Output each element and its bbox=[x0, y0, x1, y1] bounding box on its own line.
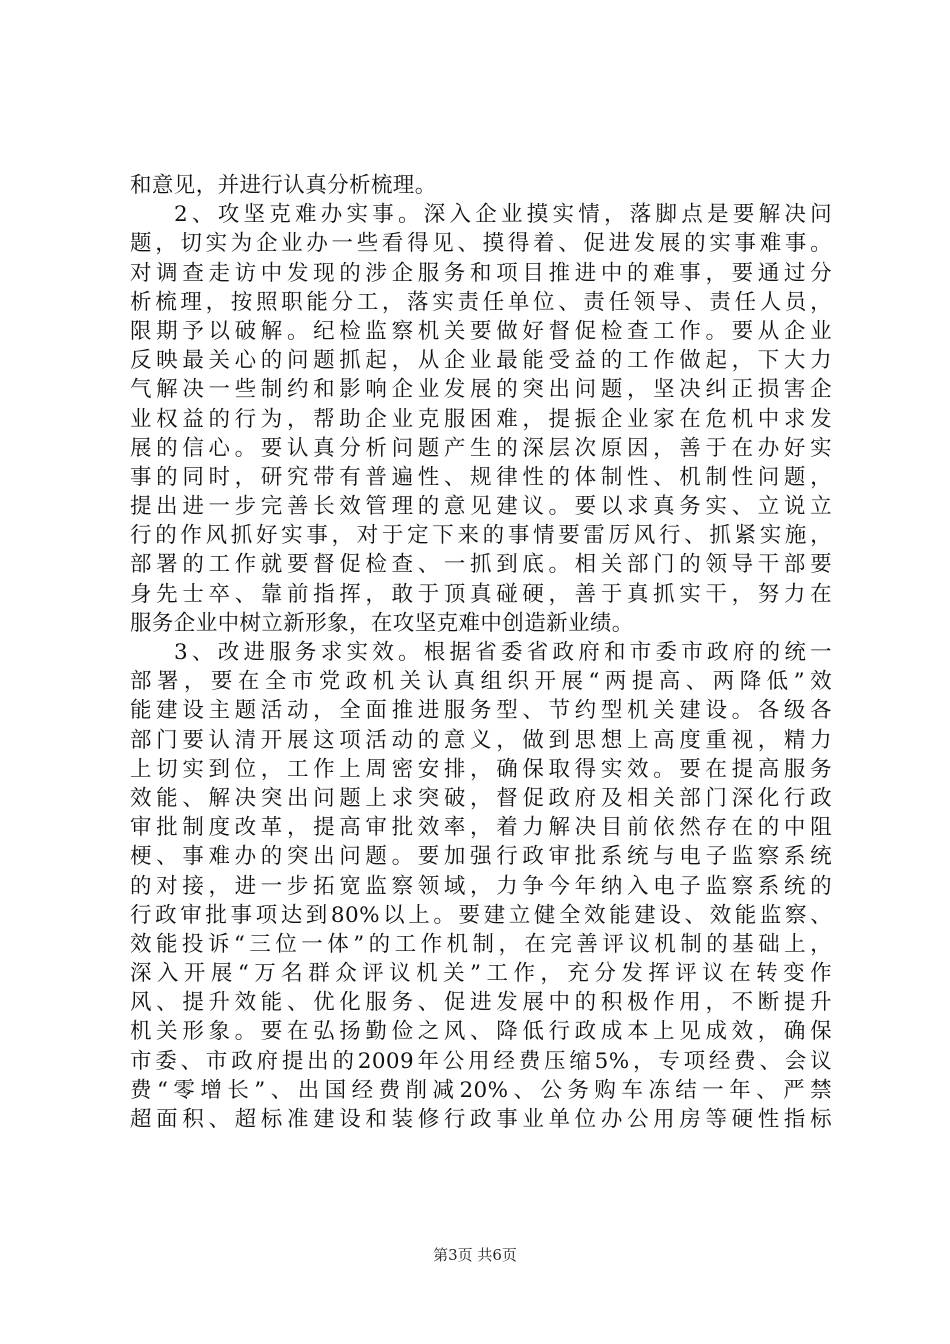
text-line: 对调查走访中发现的涉企服务和项目推进中的难事，要通过分 bbox=[130, 260, 832, 286]
text-line: 市委、市政府提出的2009年公用经费压缩5%，专项经费、会议 bbox=[130, 1048, 832, 1074]
text-line: 部署的工作就要督促检查、一抓到底。相关部门的领导干部要 bbox=[130, 552, 832, 578]
text-line: 梗、事难办的突出问题。要加强行政审批系统与电子监察系统 bbox=[130, 844, 832, 870]
text-line: 行的作风抓好实事，对于定下来的事情要雷厉风行、抓紧实施， bbox=[130, 523, 832, 549]
text-line: 费“零增长”、出国经费削减20%、公务购车冻结一年、严禁 bbox=[130, 1077, 832, 1103]
text-line: 效能投诉“三位一体”的工作机制，在完善评议机制的基础上， bbox=[130, 931, 832, 957]
text-line: 效能、解决突出问题上求突破，督促政府及相关部门深化行政 bbox=[130, 785, 832, 811]
text-line: 行政审批事项达到80%以上。要建立健全效能建设、效能监察、 bbox=[130, 902, 832, 928]
body-text bbox=[130, 171, 832, 1134]
text-line: 身先士卒、靠前指挥，敢于顶真碰硬，善于真抓实干，努力在 bbox=[130, 581, 832, 607]
text-line: 能建设主题活动，全面推进服务型、节约型机关建设。各级各 bbox=[130, 698, 832, 724]
text-line: 风、提升效能、优化服务、促进发展中的积极作用，不断提升 bbox=[130, 990, 832, 1016]
text-line: 提出进一步完善长效管理的意见建议。要以求真务实、立说立 bbox=[130, 494, 832, 520]
paragraph-2-start: 2、攻坚克难办实事。深入企业摸实情，落脚点是要解决问 bbox=[174, 202, 832, 228]
text-line: 上切实到位，工作上周密安排，确保取得实效。要在提高服务 bbox=[130, 756, 832, 782]
text-line: 超面积、超标准建设和装修行政事业单位办公用房等硬性指标 bbox=[130, 1107, 832, 1132]
page-number-footer: 第3页 共6页 bbox=[433, 1246, 517, 1264]
text-line: 审批制度改革，提高审批效率，着力解决目前依然存在的中阻 bbox=[130, 815, 832, 841]
text-line: 事的同时，研究带有普遍性、规律性的体制性、机制性问题， bbox=[130, 464, 832, 490]
text-line: 反映最关心的问题抓起，从企业最能受益的工作做起，下大力 bbox=[130, 348, 832, 374]
paragraph-3-start: 3、改进服务求实效。根据省委省政府和市委市政府的统一 bbox=[174, 640, 832, 665]
text-line: 题，切实为企业办一些看得见、摸得着、促进发展的实事难事。 bbox=[130, 231, 832, 257]
text-line: 展的信心。要认真分析问题产生的深层次原因，善于在办好实 bbox=[130, 435, 832, 461]
text-line: 的对接，进一步拓宽监察领域，力争今年纳入电子监察系统的 bbox=[130, 873, 832, 899]
text-line: 析梳理，按照职能分工，落实责任单位、责任领导、责任人员， bbox=[130, 289, 832, 315]
text-line: 部门要认清开展这项活动的意义，做到思想上高度重视，精力 bbox=[130, 727, 832, 753]
text-line: 服务企业中树立新形象，在攻坚克难中创造新业绩。 bbox=[130, 610, 634, 636]
text-line: 气解决一些制约和影响企业发展的突出问题，坚决纠正损害企 bbox=[130, 377, 832, 403]
text-line: 和意见，并进行认真分析梳理。 bbox=[130, 173, 437, 198]
text-line: 业权益的行为，帮助企业克服困难，提振企业家在危机中求发 bbox=[130, 406, 832, 432]
text-line: 深入开展“万名群众评议机关”工作，充分发挥评议在转变作 bbox=[130, 961, 832, 987]
text-line: 机关形象。要在弘扬勤俭之风、降低行政成本上见成效，确保 bbox=[130, 1019, 832, 1045]
text-line: 部署，要在全市党政机关认真组织开展“两提高、两降低”效 bbox=[130, 669, 832, 695]
text-line: 限期予以破解。纪检监察机关要做好督促检查工作。要从企业 bbox=[130, 318, 832, 344]
